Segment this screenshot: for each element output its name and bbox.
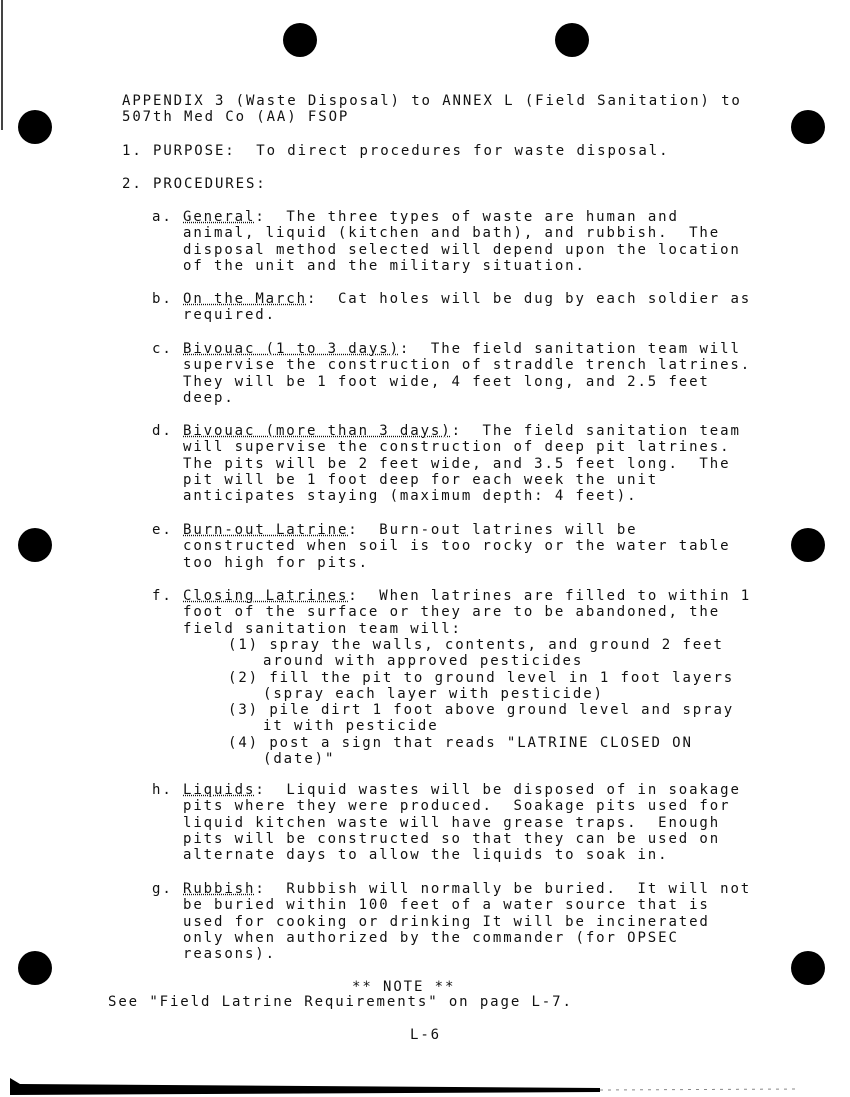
item-text: : Burn-out latrines will be [348, 522, 638, 538]
item-line: alternate days to allow the liquids to soak in. [183, 847, 669, 864]
item-line: liquid kitchen waste will have grease traps. Enough [183, 814, 721, 831]
item-line: too high for pits. [183, 554, 369, 571]
note-text: See "Field Latrine Requirements" on page L-7. [108, 994, 573, 1010]
item-label: Closing Latrines [183, 588, 349, 604]
punch-hole [791, 951, 825, 985]
punch-hole [791, 528, 825, 562]
item-line [152, 423, 741, 439]
procedures-heading: 2. PROCEDURES: [122, 176, 267, 192]
item-line: supervise the construction of straddle trench latrines. [183, 357, 752, 374]
subitem-line: (1) spray the walls, contents, and ground 2 feet [228, 636, 724, 653]
item-line: required. [183, 307, 276, 324]
item-line: reasons). [183, 946, 276, 963]
item-line: only when authorized by the commander (for OPSEC [183, 929, 679, 946]
item-line: be buried within 100 feet of a water source that is [183, 897, 710, 914]
item-text: : The three types of waste are human and [255, 209, 679, 225]
item-text: : The field sanitation team will [399, 341, 741, 357]
item-label: General [183, 209, 256, 225]
item-line: pits where they were produced. Soakage pits used for [183, 798, 731, 815]
item-letter: a. [152, 209, 173, 225]
item-text: : Cat holes will be dug by each soldier as [306, 291, 752, 307]
item-label: Rubbish [183, 881, 256, 897]
item-letter: e. [152, 522, 173, 538]
item-line: The pits will be 2 feet wide, and 3.5 feet long. The [183, 455, 731, 472]
scan-edge-line [1, 0, 3, 130]
appendix-heading-line-1: APPENDIX 3 (Waste Disposal) to ANNEX L (Field Sanitation) to [122, 93, 742, 109]
item-line [152, 341, 741, 357]
subitem-line: (3) pile dirt 1 foot above ground level and spray [228, 702, 735, 719]
item-line [152, 291, 751, 307]
item-line: foot of the surface or they are to be abandoned, the [183, 604, 721, 621]
item-label: Burn-out Latrine [183, 522, 349, 538]
item-line [152, 881, 751, 897]
item-line: of the unit and the military situation. [183, 257, 586, 274]
subitem-line: it with pesticide [263, 718, 439, 735]
punch-hole [555, 23, 589, 57]
appendix-heading-line-2: 507th Med Co (AA) FSOP [122, 109, 350, 125]
item-line: constructed when soil is too rocky or the water table [183, 538, 731, 555]
item-line [152, 522, 638, 538]
punch-hole [18, 110, 52, 144]
subitem-line: (date)" [263, 751, 336, 767]
item-letter: g. [152, 881, 173, 897]
item-label: Bivouac (more than 3 days) [183, 423, 452, 439]
punch-hole [18, 528, 52, 562]
item-label: Liquids [183, 782, 256, 798]
subitem-line: (2) fill the pit to ground level in 1 foot layers [228, 669, 735, 686]
item-line: pits will be constructed so that they can be used on [183, 830, 721, 847]
subitem-line: (4) post a sign that reads "LATRINE CLOSED ON [228, 734, 693, 751]
item-line: will supervise the construction of deep pit latrines. [183, 439, 731, 456]
item-line: deep. [183, 389, 235, 406]
item-line: pit will be 1 foot deep for each week the unit [183, 471, 659, 488]
page-number: L-6 [410, 1027, 441, 1043]
note-title: ** NOTE ** [352, 979, 456, 995]
item-text: : Rubbish will normally be buried. It will not [255, 881, 752, 897]
item-letter: d. [152, 423, 173, 439]
subitem-line: around with approved pesticides [263, 653, 584, 670]
item-text: : When latrines are filled to within 1 [348, 588, 752, 604]
item-line: animal, liquid (kitchen and bath), and rubbish. The [183, 225, 721, 242]
punch-hole [791, 110, 825, 144]
item-label: Bivouac (1 to 3 days) [183, 341, 400, 357]
purpose-paragraph: 1. PURPOSE: To direct procedures for waste disposal. [122, 143, 670, 159]
subitem-line: (spray each layer with pesticide) [263, 685, 604, 702]
item-letter: h. [152, 782, 173, 798]
item-text: : The field sanitation team [451, 423, 741, 439]
item-line [152, 782, 741, 798]
item-text: : Liquid wastes will be disposed of in soakage [255, 782, 741, 798]
scan-bottom-edge [0, 1070, 850, 1097]
item-letter: b. [152, 291, 173, 307]
punch-hole [283, 23, 317, 57]
item-line: anticipates staying (maximum depth: 4 feet). [183, 488, 638, 505]
item-line [152, 209, 679, 225]
item-label: On the March [183, 291, 307, 307]
item-line: field sanitation team will: [183, 620, 462, 637]
item-line [152, 588, 751, 604]
item-line: They will be 1 foot wide, 4 feet long, and 2.5 feet [183, 373, 710, 390]
item-line: used for cooking or drinking It will be incinerated [183, 913, 710, 930]
item-letter: f. [152, 588, 173, 604]
item-line: disposal method selected will depend upon the location [183, 241, 741, 258]
item-letter: c. [152, 341, 173, 357]
punch-hole [18, 951, 52, 985]
